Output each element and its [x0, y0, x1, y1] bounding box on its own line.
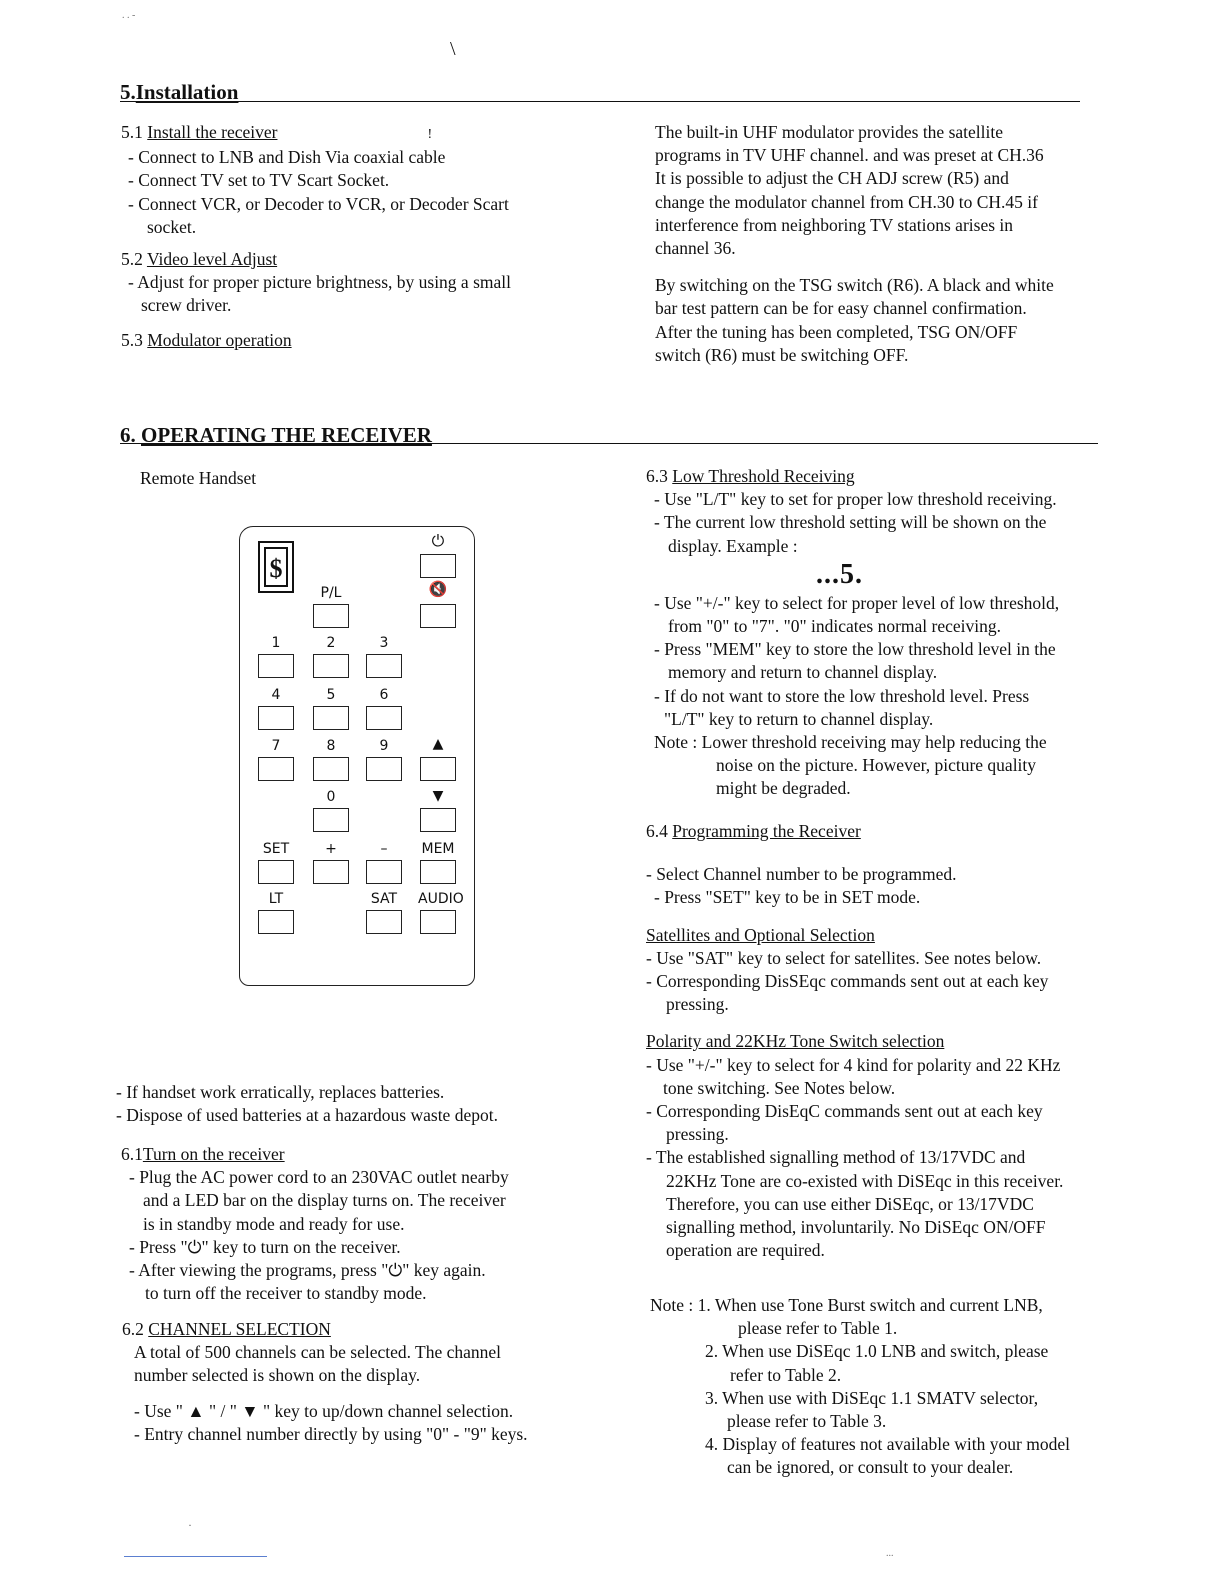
key-label-4: 4: [271, 687, 281, 703]
s51-title: Install the receiver: [147, 122, 278, 142]
modulator-paragraph-line: interference from neighboring TV stations arises in: [655, 214, 1014, 235]
s61-number: 6.1: [121, 1144, 143, 1164]
s51-line: - Connect VCR, or Decoder to VCR, or Decoder Scart: [128, 193, 509, 214]
key-label-3: 3: [379, 635, 389, 651]
s52-title: Video level Adjust: [146, 249, 278, 270]
note-line: refer to Table 2.: [730, 1364, 842, 1385]
s64-block: [646, 820, 1063, 1262]
s63-line: display. Example :: [668, 535, 798, 556]
s62-line: - Use " ▲ " / " ▼ " key to up/down channel selection.: [134, 1400, 514, 1421]
section-5-number: 5.: [120, 80, 136, 104]
s51-heading: [121, 121, 511, 146]
s63-line: - The current low threshold setting will be shown on the: [654, 512, 1047, 533]
s64-line: - Press "SET" key to be in SET mode.: [654, 887, 921, 908]
tsg-paragraph-line: switch (R6) must be switching OFF.: [655, 344, 909, 365]
s63-line: - If do not want to store the low threshold level. Press: [654, 685, 1030, 706]
section-5-right-column: [655, 121, 1054, 367]
s61-line: - After viewing the programs, press "⏻" key again.: [129, 1260, 486, 1281]
key-label-7: 7: [271, 738, 281, 754]
s63-line: from "0" to "7". "0" indicates normal receiving.: [668, 616, 1001, 637]
key-8-button[interactable]: [313, 757, 349, 781]
power-icon: ⏻: [431, 531, 445, 550]
sat-line: - Use "SAT" key to select for satellites. See notes below.: [646, 947, 1042, 968]
pol-line: Therefore, you can use either DiSEqc, or 13/17VDC: [666, 1193, 1034, 1214]
minus-button[interactable]: [366, 860, 402, 884]
key-7-button[interactable]: [258, 757, 294, 781]
s63-line: - Press "MEM" key to store the low threshold level in the: [654, 639, 1056, 660]
tsg-paragraph-line: bar test pattern can be for easy channel confirmation.: [655, 298, 1027, 319]
pol-line: - Use "+/-" key to select for 4 kind for polarity and 22 KHz: [646, 1054, 1061, 1075]
mem-label: MEM: [421, 841, 455, 857]
pl-label: P/L: [320, 585, 342, 601]
key-label-5: 5: [326, 687, 336, 703]
sat-line: - Corresponding DisSEqc commands sent out at each key: [646, 971, 1049, 992]
stray-mark: \: [450, 38, 456, 60]
modulator-paragraph-line: It is possible to adjust the CH ADJ screw (R5) and: [655, 168, 1009, 189]
battery-notes: [116, 1081, 498, 1127]
s62-block: [122, 1318, 528, 1446]
s61-block: [121, 1143, 509, 1305]
key-label-8: 8: [326, 738, 336, 754]
pol-line: tone switching. See Notes below.: [663, 1077, 896, 1098]
up-arrow-icon: ▲: [432, 736, 444, 752]
down-button[interactable]: [420, 808, 456, 832]
down-arrow-icon: ▼: [432, 788, 444, 804]
note-line: please refer to Table 1.: [738, 1318, 898, 1339]
s53-heading: [121, 329, 511, 352]
set-label: SET: [262, 841, 290, 857]
s63-line: might be degraded.: [716, 778, 851, 799]
section-6-title: OPERATING THE RECEIVER: [141, 423, 432, 447]
key-5-button[interactable]: [313, 706, 349, 730]
sat-label: SAT: [370, 891, 398, 907]
s61-line: is in standby mode and ready for use.: [143, 1213, 405, 1234]
remote-logo: [258, 541, 294, 593]
key-0-button[interactable]: [313, 808, 349, 832]
pol-line: - The established signalling method of 13/17VDC and: [646, 1147, 1026, 1168]
s61-line: - Press "⏻" key to turn on the receiver.: [129, 1236, 401, 1257]
key-3-button[interactable]: [366, 654, 402, 678]
tsg-paragraph-line: After the tuning has been completed, TSG ON/OFF: [655, 321, 1018, 342]
modulator-paragraph-line: change the modulator channel from CH.30 to CH.45 if: [655, 191, 1038, 212]
lt-button[interactable]: [258, 910, 294, 934]
lt-label: LT: [268, 891, 284, 907]
key-label-9: 9: [379, 738, 389, 754]
scan-dots: ...: [886, 1548, 894, 1559]
s51-line: socket.: [147, 216, 197, 237]
s63-number: 6.3: [646, 466, 673, 486]
key-6-button[interactable]: [366, 706, 402, 730]
set-button[interactable]: [258, 860, 294, 884]
minus-label: –: [380, 841, 388, 857]
battery-line: - Dispose of used batteries at a hazardous waste depot.: [116, 1105, 498, 1126]
note-line: Note : 1. When use Tone Burst switch and current LNB,: [650, 1295, 1043, 1315]
key-4-button[interactable]: [258, 706, 294, 730]
pol-line: signalling method, involuntarily. No DiSEqc ON/OFF: [666, 1217, 1046, 1238]
s61-line: and a LED bar on the display turns on. The receiver: [143, 1190, 506, 1211]
s51-line: - Connect to LNB and Dish Via coaxial cable: [128, 147, 446, 168]
s62-number: 6.2: [122, 1319, 149, 1339]
plus-label: +: [325, 841, 337, 857]
s64-title: Programming the Receiver: [672, 821, 861, 841]
modulator-paragraph-line: programs in TV UHF channel. and was preset at CH.36: [655, 145, 1044, 166]
note-line: 2. When use DiSEqc 1.0 LNB and switch, please: [705, 1341, 1049, 1362]
section-5-title: Installation: [135, 80, 239, 104]
s52-number: 5.2: [121, 249, 147, 270]
section-6-number: 6.: [120, 423, 141, 447]
s62-heading: [122, 1318, 528, 1341]
notes-block: [650, 1294, 1070, 1480]
s63-heading: [646, 465, 1059, 488]
bottom-blue-line: [124, 1556, 267, 1557]
tsg-paragraph-line: By switching on the TSG switch (R6). A black and white: [655, 275, 1054, 296]
s64-line: - Select Channel number to be programmed.: [646, 864, 957, 885]
key-label-0: 0: [326, 789, 336, 805]
section-5-rule: [120, 101, 1080, 102]
up-button[interactable]: [420, 757, 456, 781]
mute-icon: 🔇: [428, 580, 448, 598]
s62-line: A total of 500 channels can be selected. The channel: [134, 1342, 502, 1363]
s62-line: number selected is shown on the display.: [134, 1365, 421, 1386]
s63-block: [646, 465, 1059, 801]
pol-line: - Corresponding DisEqC commands sent out at each key: [646, 1101, 1043, 1122]
key-label-6: 6: [379, 687, 389, 703]
s61-line: to turn off the receiver to standby mode.: [145, 1283, 427, 1304]
scan-specks: . . -: [122, 10, 136, 21]
s53-number: 5.3: [121, 329, 148, 350]
s52-line: - Adjust for proper picture brightness, by using a small: [128, 272, 511, 293]
note-line: can be ignored, or consult to your dealer.: [727, 1457, 1014, 1478]
s63-title: Low Threshold Receiving: [672, 466, 855, 486]
audio-label: AUDIO: [418, 891, 464, 907]
mem-button[interactable]: [420, 860, 456, 884]
key-1-button[interactable]: [258, 654, 294, 678]
pol-line: 22KHz Tone are co-existed with DiSEqc in this receiver.: [666, 1170, 1064, 1191]
key-label-1: 1: [271, 635, 281, 651]
sat-button[interactable]: [366, 910, 402, 934]
s62-line: - Entry channel number directly by using "0" - "9" keys.: [134, 1423, 528, 1444]
s63-line: - Use "L/T" key to set for proper low threshold receiving.: [654, 489, 1057, 510]
key-2-button[interactable]: [313, 654, 349, 678]
s63-line: - Use "+/-" key to select for proper level of low threshold,: [654, 592, 1060, 613]
s51-line: - Connect TV set to TV Scart Socket.: [128, 170, 390, 191]
modulator-paragraph-line: channel 36.: [655, 238, 736, 259]
remote-caption: Remote Handset: [140, 468, 257, 488]
pol-line: pressing.: [666, 1124, 729, 1145]
section-6-rule: [120, 443, 1098, 444]
s62-title: CHANNEL SELECTION: [148, 1319, 331, 1339]
scan-dot: ·: [188, 1518, 192, 1532]
s61-title: Turn on the receiver: [142, 1144, 285, 1164]
s51-mark: !: [427, 127, 433, 142]
sat-selection-title: Satellites and Optional Selection: [646, 924, 875, 945]
sat-line: pressing.: [666, 994, 729, 1015]
plus-button[interactable]: [313, 860, 349, 884]
section-5-left-column: [121, 121, 511, 352]
s53-title: Modulator operation: [147, 329, 292, 350]
battery-line: - If handset work erratically, replaces batteries.: [116, 1082, 445, 1102]
pl-button[interactable]: [313, 604, 349, 628]
s61-heading: [121, 1143, 509, 1166]
power-button[interactable]: [420, 554, 456, 578]
threshold-example-display: ...5.: [816, 558, 863, 590]
note-line: 4. Display of features not available with your model: [705, 1434, 1070, 1455]
s52-heading: [121, 248, 511, 271]
note-line: 3. When use with DiSEqc 1.1 SMATV selector,: [705, 1387, 1039, 1408]
s61-line: - Plug the AC power cord to an 230VAC outlet nearby: [129, 1167, 509, 1188]
s51-number: 5.1: [121, 122, 148, 142]
remote-logo-mark: $: [264, 547, 288, 587]
mute-button[interactable]: [420, 604, 456, 628]
key-label-2: 2: [326, 635, 336, 651]
pol-line: operation are required.: [666, 1240, 825, 1261]
s64-number: 6.4: [646, 821, 673, 841]
s63-line: Note : Lower threshold receiving may help reducing the: [654, 732, 1047, 753]
s63-line: memory and return to channel display.: [668, 662, 938, 683]
modulator-paragraph-line: The built-in UHF modulator provides the satellite: [655, 122, 1003, 142]
polarity-selection-title: Polarity and 22KHz Tone Switch selection: [646, 1031, 945, 1052]
key-9-button[interactable]: [366, 757, 402, 781]
note-line: please refer to Table 3.: [727, 1411, 887, 1432]
s63-line: noise on the picture. However, picture quality: [716, 755, 1037, 776]
s64-heading: [646, 820, 1063, 843]
section-6-heading: [120, 423, 432, 448]
s52-line: screw driver.: [141, 295, 232, 316]
s63-line: "L/T" key to return to channel display.: [664, 708, 934, 729]
audio-button[interactable]: [420, 910, 456, 934]
